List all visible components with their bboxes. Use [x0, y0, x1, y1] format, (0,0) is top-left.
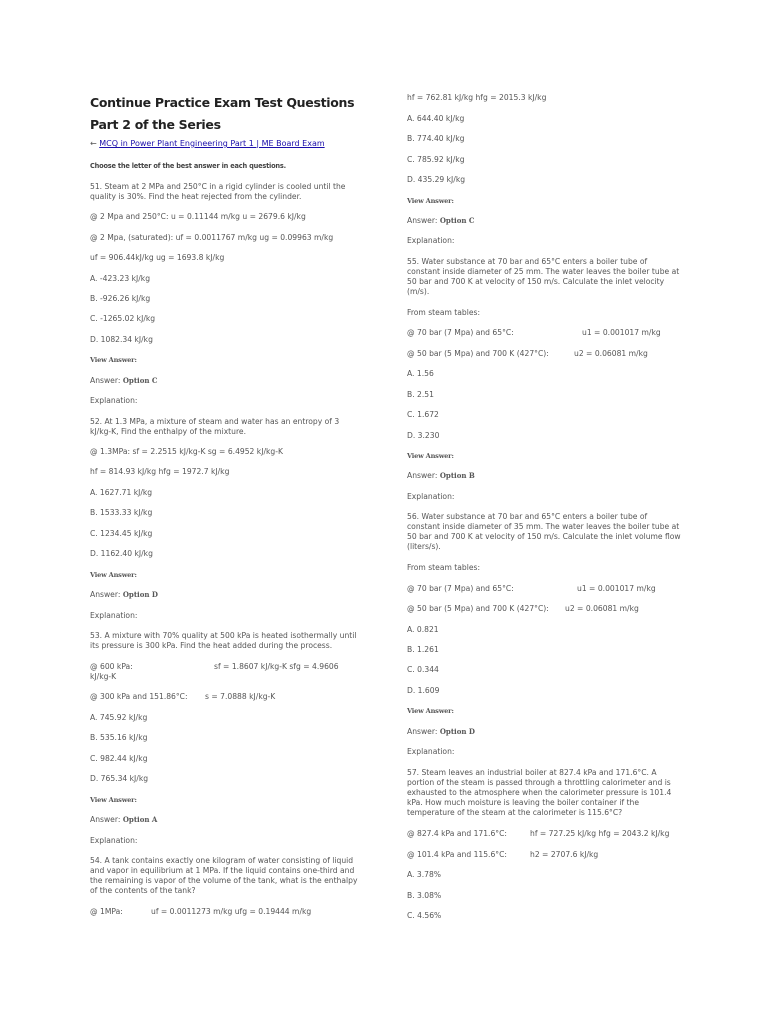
q55-answer: Answer: Option B [407, 471, 475, 480]
q52-option-b: B. 1533.33 kJ/kg [90, 508, 153, 517]
q56-option-c: C. 0.344 [407, 665, 439, 674]
q52-text: 52. At 1.3 MPa, a mixture of steam and water has an entropy of 3 kJ/kg-K, Find the enthalpy of the mixture. [90, 417, 340, 436]
q52-data-1: @ 1.3MPa: sf = 2.2515 kJ/kg-K sg = 6.4952 kJ/kg-K [90, 447, 283, 456]
q53-data-1-unit: kJ/kg-K [90, 672, 117, 681]
q54-answer-option: Option C [439, 216, 475, 225]
q52-explanation: Explanation: [90, 611, 138, 620]
q51-option-a: A. -423.23 kJ/kg [90, 274, 151, 283]
q56-data-1-value: u1 = 0.001017 m/kg [577, 584, 656, 593]
q55-text: 55. Water substance at 70 bar and 65°C enters a boiler tube of constant inside diameter of 25 mm. The water leaves the boiler tube at 50 bar and 700 K at velocity of 150 m/s. Calculate the inlet velocity (m/s). [407, 257, 680, 296]
q55-data-2-label: @ 50 bar (5 Mpa) and 700 K (427°C): [407, 349, 549, 358]
q53-data-1-value: sf = 1.8607 kJ/kg-K sfg = 4.9606 [214, 662, 339, 671]
q53-data-2-value: s = 7.0888 kJ/kg-K [205, 692, 276, 701]
page-title: Continue Practice Exam Test Questions Part 2 of the Series [90, 95, 355, 132]
q52-answer-option: Option D [122, 590, 158, 599]
q56-answer: Answer: Option D [407, 727, 475, 736]
q55-option-c: C. 1.672 [407, 410, 439, 419]
q57-option-a: A. 3.78% [407, 870, 442, 879]
q55-explanation: Explanation: [407, 492, 455, 501]
q54-option-c: C. 785.92 kJ/kg [407, 155, 465, 164]
q52-answer: Answer: Option D [90, 590, 158, 599]
q57-data-1-label: @ 827.4 kPa and 171.6°C: [407, 829, 507, 838]
q56-option-a: A. 0.821 [407, 625, 439, 634]
q53-view-answer[interactable]: View Answer: [90, 796, 137, 804]
q52-option-a: A. 1627.71 kJ/kg [90, 488, 153, 497]
q57-option-c: C. 4.56% [407, 911, 442, 920]
q54-view-answer[interactable]: View Answer: [407, 197, 454, 205]
q53-data-2-label: @ 300 kPa and 151.86°C: [90, 692, 188, 701]
q57-data-1-value: hf = 727.25 kJ/kg hfg = 2043.2 kJ/kg [530, 829, 670, 838]
q56-data-1-label: @ 70 bar (7 Mpa) and 65°C: [407, 584, 514, 593]
q52-view-answer[interactable]: View Answer: [90, 571, 137, 579]
q52-data-2: hf = 814.93 kJ/kg hfg = 1972.7 kJ/kg [90, 467, 230, 476]
q56-data-2-value: u2 = 0.06081 m/kg [565, 604, 639, 613]
q57-text: 57. Steam leaves an industrial boiler at 827.4 kPa and 171.6°C. A portion of the steam is passed through a throttling calorimeter and is exhausted to the atmosphere when the calorimeter pressure is 101.4 kPa. How much moisture is leaving the boiler container if the temperature of the steam at the calorimeter is 115.6°C? [407, 768, 672, 817]
q51-data-3: uf = 906.44kJ/kg ug = 1693.8 kJ/kg [90, 253, 225, 262]
q56-option-d: D. 1.609 [407, 686, 440, 695]
q55-data-1-value: u1 = 0.001017 m/kg [582, 328, 661, 337]
q55-data-2-value: u2 = 0.06081 m/kg [574, 349, 648, 358]
q53-option-c: C. 982.44 kJ/kg [90, 754, 148, 763]
q55-data-1-label: @ 70 bar (7 Mpa) and 65°C: [407, 328, 514, 337]
q57-data-2-value: h2 = 2707.6 kJ/kg [530, 850, 599, 859]
q53-data-1-label: @ 600 kPa: [90, 662, 133, 671]
q51-answer-option: Option C [122, 376, 158, 385]
instructions: Choose the letter of the best answer in each questions. [90, 162, 286, 170]
prev-article-link[interactable]: MCQ in Power Plant Engineering Part 1 | ME Board Exam [99, 139, 325, 148]
q52-option-c: C. 1234.45 kJ/kg [90, 529, 153, 538]
q56-steam-tables: From steam tables: [407, 563, 481, 572]
q53-answer: Answer: Option A [90, 815, 158, 824]
q56-text: 56. Water substance at 70 bar and 65°C enters a boiler tube of constant inside diameter of 35 mm. The water leaves the boiler tube at 50 bar and 700 K at velocity of 150 m/s. Calculate the inlet volume flow (liters/s). [407, 512, 681, 551]
q54-answer: Answer: Option C [407, 216, 475, 225]
q56-view-answer[interactable]: View Answer: [407, 707, 454, 715]
q54-text: 54. A tank contains exactly one kilogram of water consisting of liquid and vapor in equilibrium at 1 MPa. If the liquid contains one-third and the remaining is vapor of the volume of the tank, what is the enthalpy of the contents of the tank? [90, 856, 358, 895]
q57-option-b: B. 3.08% [407, 891, 442, 900]
q55-option-d: D. 3.230 [407, 431, 440, 440]
q55-answer-option: Option B [439, 471, 475, 480]
q54-option-a: A. 644.40 kJ/kg [407, 114, 465, 123]
q53-option-d: D. 765.34 kJ/kg [90, 774, 149, 783]
back-arrow-icon: ← [90, 139, 97, 148]
q53-option-a: A. 745.92 kJ/kg [90, 713, 148, 722]
q54-data-1-label: @ 1MPa: [90, 907, 123, 916]
q55-option-a: A. 1.56 [407, 369, 434, 378]
q51-option-b: B. -926.26 kJ/kg [90, 294, 151, 303]
q54-data-1-value: uf = 0.0011273 m/kg ufg = 0.19444 m/kg [151, 907, 312, 916]
q51-view-answer[interactable]: View Answer: [90, 356, 137, 364]
q51-data-2: @ 2 Mpa, (saturated): uf = 0.0011767 m/kg ug = 0.09963 m/kg [90, 233, 334, 242]
q51-explanation: Explanation: [90, 396, 138, 405]
breadcrumb [90, 139, 325, 148]
q54-data-2: hf = 762.81 kJ/kg hfg = 2015.3 kJ/kg [407, 93, 547, 102]
q53-explanation: Explanation: [90, 836, 138, 845]
q54-option-d: D. 435.29 kJ/kg [407, 175, 466, 184]
q52-option-d: D. 1162.40 kJ/kg [90, 549, 153, 558]
q56-data-2-label: @ 50 bar (5 Mpa) and 700 K (427°C): [407, 604, 549, 613]
q56-answer-option: Option D [439, 727, 475, 736]
q57-data-2-label: @ 101.4 kPa and 115.6°C: [407, 850, 507, 859]
q54-explanation: Explanation: [407, 236, 455, 245]
q51-option-d: D. 1082.34 kJ/kg [90, 335, 153, 344]
q56-option-b: B. 1.261 [407, 645, 439, 654]
q55-option-b: B. 2.51 [407, 390, 434, 399]
q51-option-c: C. -1265.02 kJ/kg [90, 314, 156, 323]
q56-explanation: Explanation: [407, 747, 455, 756]
q53-option-b: B. 535.16 kJ/kg [90, 733, 148, 742]
q53-text: 53. A mixture with 70% quality at 500 kPa is heated isothermally until its pressure is 300 kPa. Find the heat added during the process. [90, 631, 357, 650]
q55-steam-tables: From steam tables: [407, 308, 481, 317]
q51-text: 51. Steam at 2 MPa and 250°C in a rigid cylinder is cooled until the quality is 30%. Find the heat rejected from the cylinder. [90, 182, 346, 201]
q51-data-1: @ 2 Mpa and 250°C: u = 0.11144 m/kg u = 2679.6 kJ/kg [90, 212, 306, 221]
q55-view-answer[interactable]: View Answer: [407, 452, 454, 460]
q51-answer: Answer: Option C [90, 376, 158, 385]
q54-option-b: B. 774.40 kJ/kg [407, 134, 465, 143]
q53-answer-option: Option A [122, 815, 158, 824]
